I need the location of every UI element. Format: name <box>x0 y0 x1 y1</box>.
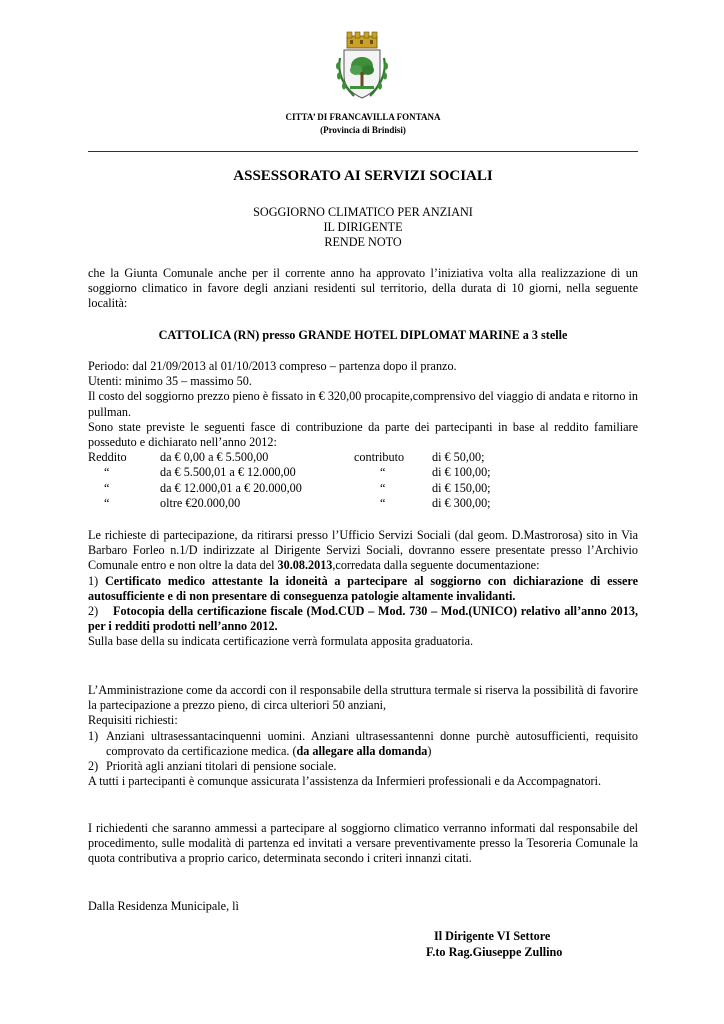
band-amount: di € 300,00; <box>432 495 491 510</box>
ranking-text: Sulla base della su indicata certificazione verrà formulata apposita graduatoria. <box>88 634 474 649</box>
coat-of-arms-icon <box>332 30 392 102</box>
band-mid: “ <box>380 495 386 510</box>
req1-text: Anziani ultrasessantacinquenni uomini. Anziani ultrasessantenni donne purchè autosufficienti, requisito comprovato da certificazione medica. ( <box>106 728 638 758</box>
band-mid: “ <box>380 465 386 480</box>
location-heading: CATTOLICA (RN) presso GRANDE HOTEL DIPLOMAT MARINE a 3 stelle <box>158 328 568 342</box>
bands-intro-text: Sono state previste le seguenti fasce di contribuzione da parte dei partecipanti in base al reddito familiare posseduto e dichiarato nell’anno 2012: <box>88 419 638 450</box>
band-label: “ <box>104 495 110 510</box>
band-range: da € 5.500,01 a € 12.000,00 <box>160 465 296 480</box>
item-number: 1) <box>88 728 99 743</box>
band-amount: di € 100,00; <box>432 465 491 480</box>
city-name: CITTA’ DI FRANCAVILLA FONTANA <box>285 112 441 122</box>
table-row <box>88 465 491 480</box>
requirements-title: Requisiti richiesti: <box>88 713 178 728</box>
admin-text: L’Amministrazione come da accordi con il responsabile della struttura termale si riserva la possibilità di favorire la partecipazione a prezzo pieno, di circa ulteriori 50 anziani, <box>88 683 638 713</box>
item-text: Certificato medico attestante la idoneità a partecipare al soggiorno con dichiarazione di essere autosufficiente e di non presentare di conseguenza patologie altamente invalidanti. <box>88 573 638 603</box>
closing-paragraph: I richiedenti che saranno ammessi a partecipare al soggiorno climatico verranno informati dal responsabile del procedimento, sulle modalità di partenza ed invitati a versare preventivamente presso la Tesoreria Comunale la quota contributiva a proprio carico, determinata secondo i criteri innanzi citati. <box>88 821 638 866</box>
band-mid: contributo <box>354 450 405 465</box>
assistance-text: A tutti i partecipanti è comunque assicurata l’assistenza da Infermieri professionali e da Accompagnatori. <box>88 774 602 789</box>
details-block <box>88 359 638 511</box>
intro-paragraph: che la Giunta Comunale anche per il corrente anno ha approvato l’iniziativa volta alla realizzazione di un soggiorno climatico in favore degli anziani residenti sul territorio, della durata di 10 giorni, nella seguente località: <box>88 266 638 311</box>
requests-text-b: ,corredata dalla seguente documentazione: <box>332 558 540 573</box>
contribution-bands-table <box>88 450 491 511</box>
admin-block <box>88 683 638 789</box>
subtitle-line: IL DIRIGENTE <box>323 220 403 234</box>
item-text: Fotocopia della certificazione fiscale (Mod.CUD – Mod. 730 – Mod.(UNICO) relativo all’anno 2013, per i redditi prodotti nell’anno 2012. <box>88 604 639 634</box>
band-label: Reddito <box>88 450 127 465</box>
signature-block <box>426 928 562 960</box>
list-item <box>88 574 638 604</box>
requests-block <box>88 528 638 650</box>
requests-paragraph <box>88 528 638 574</box>
requests-text-a: Le richieste di partecipazione, da ritirarsi presso l’Ufficio Servizi Sociali (dal geom. D.Mastrorosa) sito in Via Barbaro Forleo n.1/D indirizzate al Dirigente Servizi Sociali, dovranno essere presentate presso l’Archivio Comunale entro e non oltre la data del <box>88 528 638 573</box>
signer-role: Il Dirigente VI Settore <box>434 929 551 943</box>
item-number: 1) <box>88 573 99 588</box>
deadline-date: 30.08.2013 <box>277 558 333 573</box>
signer-name: F.to Rag.Giuseppe Zullino <box>426 945 563 959</box>
province-name: (Provincia di Brindisi) <box>320 125 406 135</box>
header-divider <box>88 151 638 152</box>
document-title: ASSESSORATO AI SERVIZI SOCIALI <box>233 168 493 184</box>
table-row <box>88 450 491 465</box>
table-row <box>88 496 491 511</box>
subtitle-line: RENDE NOTO <box>324 235 402 249</box>
subtitle-block <box>88 205 638 250</box>
list-item <box>88 759 638 774</box>
band-range: da € 12.000,01 a € 20.000,00 <box>160 480 302 495</box>
band-mid: “ <box>380 480 386 495</box>
item-number: 2) <box>88 604 99 619</box>
cost-text: Il costo del soggiorno prezzo pieno è fissato in € 320,00 procapite,comprensivo del viaggio di andata e ritorno in pullman. <box>88 389 638 419</box>
item-number: 2) <box>88 759 99 774</box>
period-text: Periodo: dal 21/09/2013 al 01/10/2013 compreso – partenza dopo il pranzo. <box>88 359 457 373</box>
band-label: “ <box>104 480 110 495</box>
req1-bold: da allegare alla domanda <box>296 743 428 758</box>
band-range: da € 0,00 a € 5.500,00 <box>160 450 269 465</box>
band-amount: di € 150,00; <box>432 480 491 495</box>
band-amount: di € 50,00; <box>432 450 485 465</box>
list-item <box>88 604 638 634</box>
list-item <box>88 729 638 759</box>
req1-close: ) <box>427 743 432 758</box>
band-range: oltre €20.000,00 <box>160 495 241 510</box>
band-label: “ <box>104 465 110 480</box>
subtitle-line: SOGGIORNO CLIMATICO PER ANZIANI <box>253 205 473 219</box>
item-text <box>106 729 638 759</box>
place-text: Dalla Residenza Municipale, lì <box>88 899 239 913</box>
users-text: Utenti: minimo 35 – massimo 50. <box>88 374 252 389</box>
item-text: Priorità agli anziani titolari di pensione sociale. <box>106 759 337 774</box>
table-row <box>88 481 491 496</box>
